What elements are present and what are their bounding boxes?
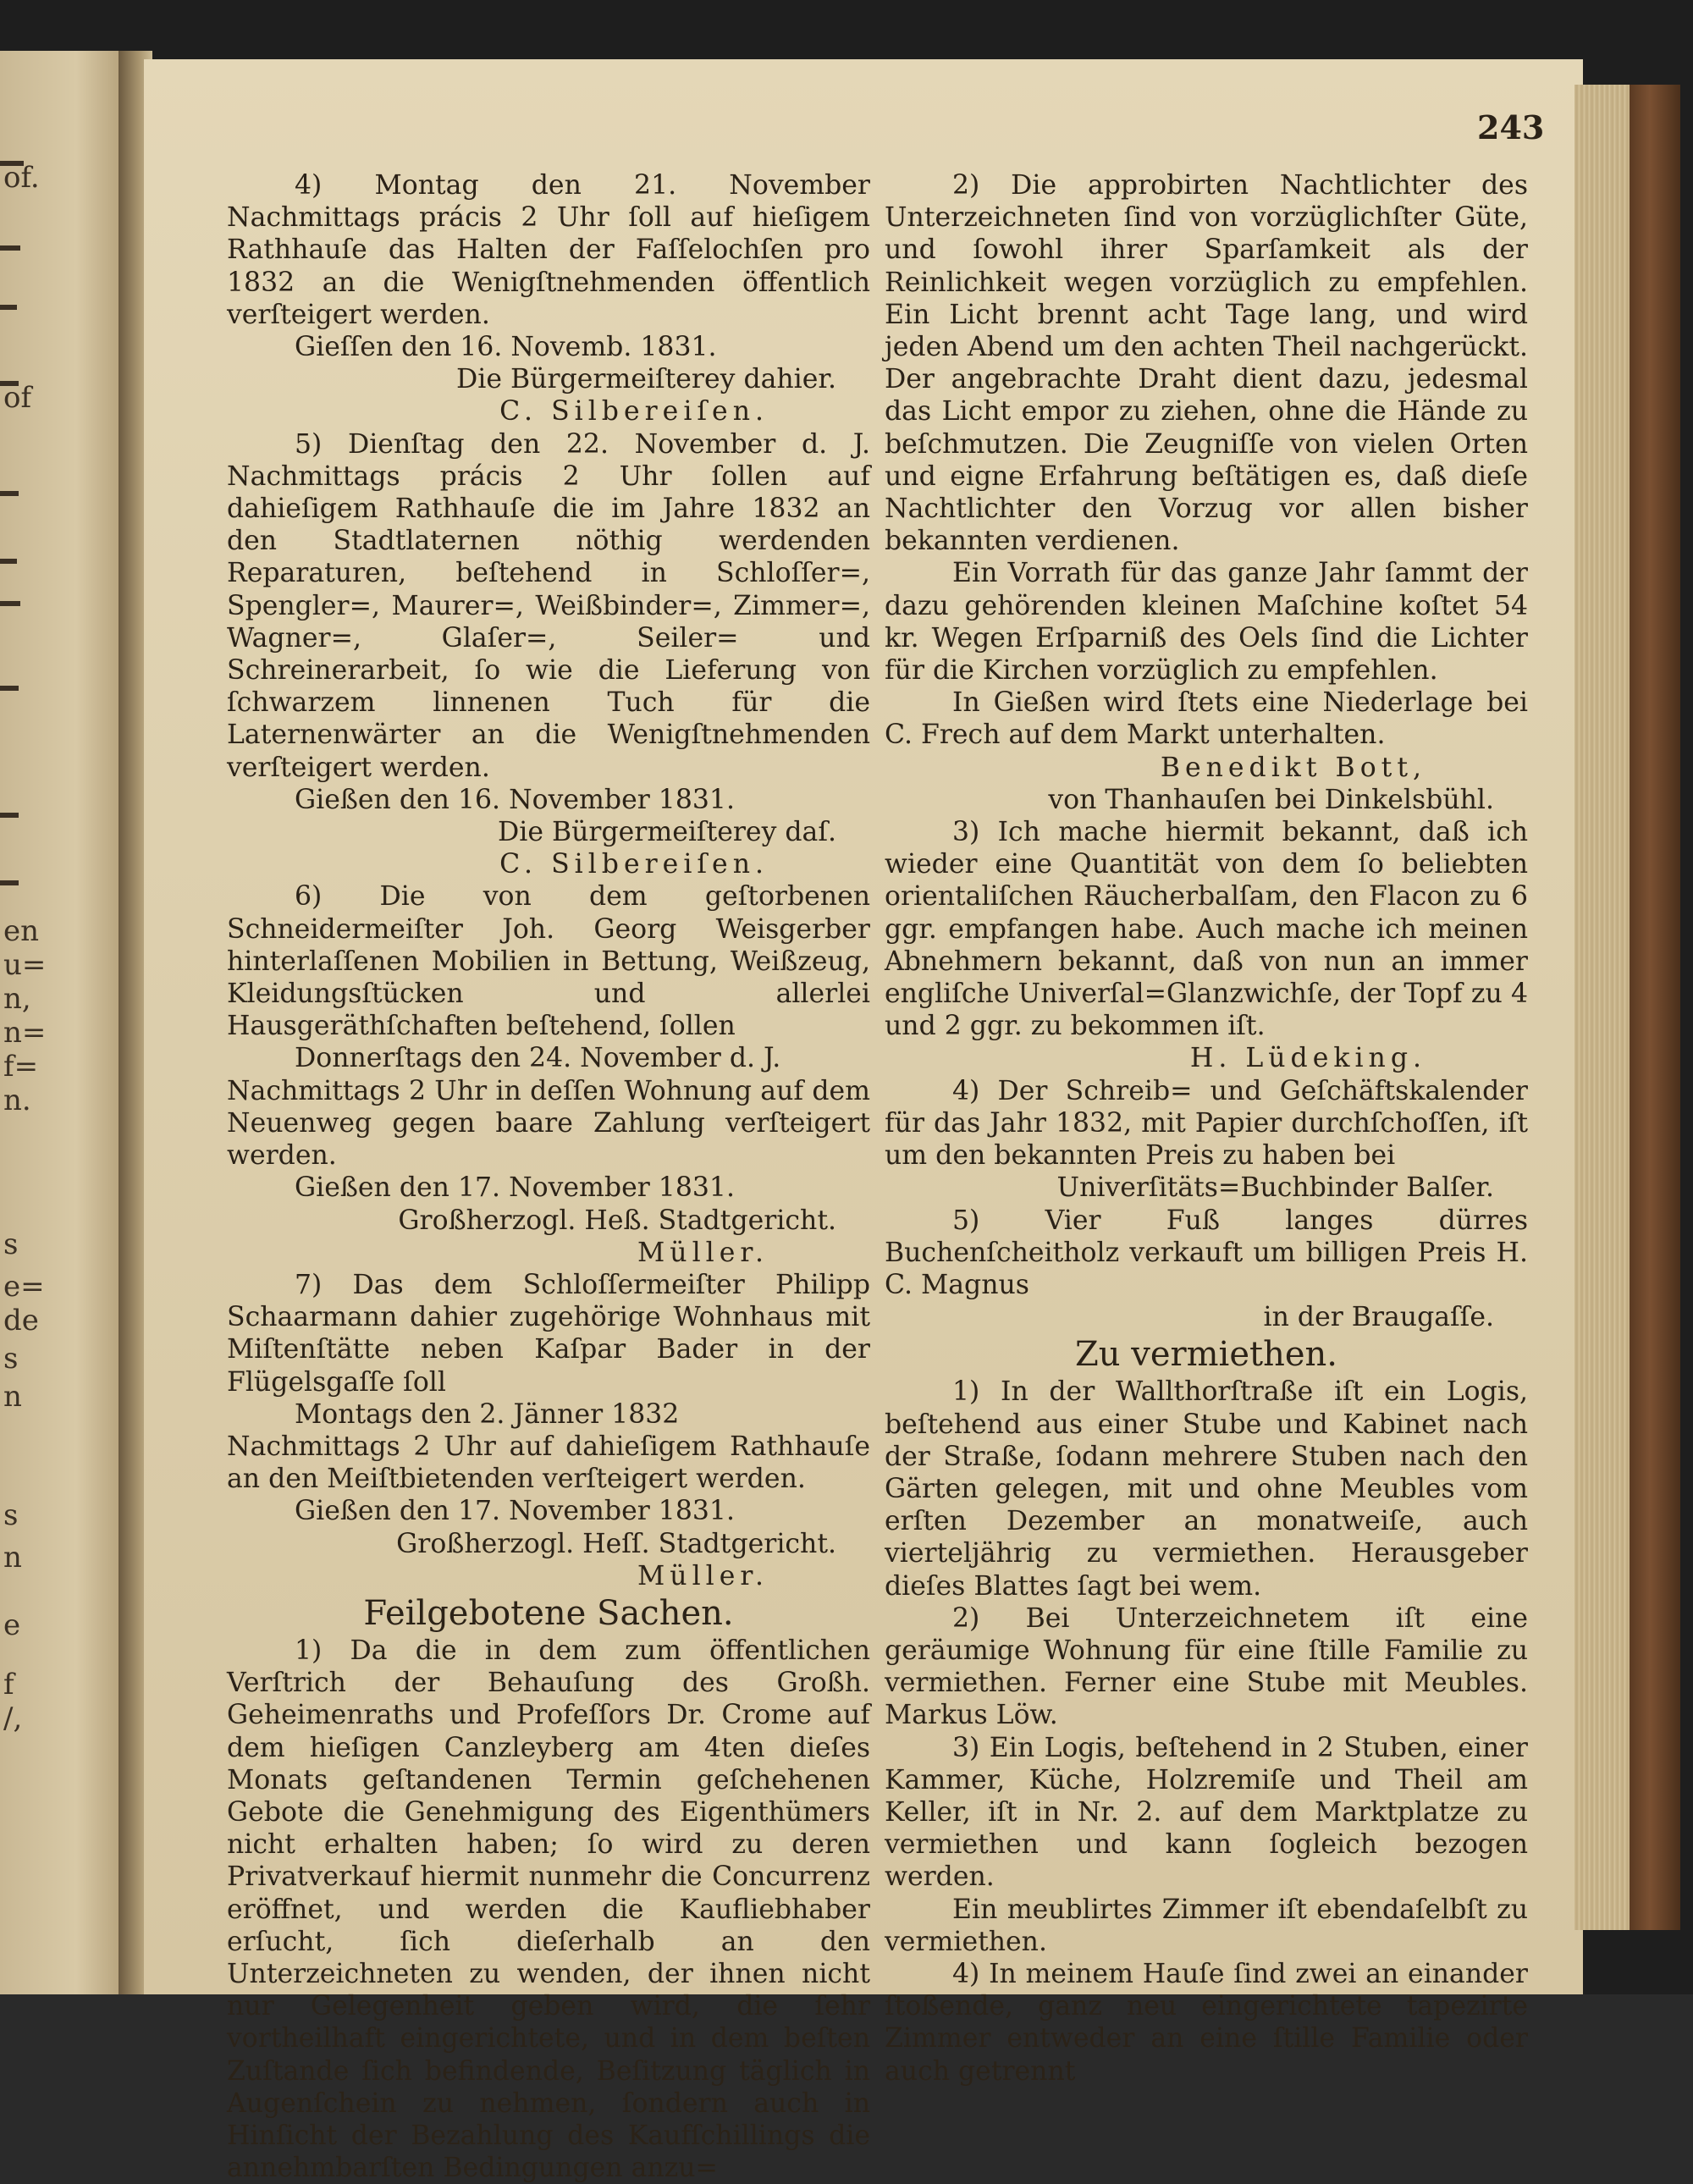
left-page-edge bbox=[0, 51, 127, 1994]
page-stack-edge bbox=[1574, 85, 1634, 1930]
text-paragraph: 1) In der Wallthorſtraße iſt ein Logis, beſtehend aus einer Stube und Kabinet nach der Straße, ſodann mehrere Stuben nach den Gärten gelegen, mit und ohne Meubles vom erſten Dezember an monatweiſe, auch vierteljährig zu vermiethen. Herausgeber dieſes Blattes ſagt bei wem. bbox=[885, 1376, 1528, 1602]
text-paragraph: Müller. bbox=[637, 1237, 769, 1268]
text-paragraph: 6) Die von dem geſtorbenen Schneidermeiſter Joh. Georg Weisgerber hinterlaſſenen Mobilien in Bettung, Weißzeug, Kleidungsſtücken und allerlei Hausgeräthſchaften beſtehend, ſollen bbox=[227, 881, 870, 1042]
text-paragraph: 1) Da die in dem zum öffentlichen Verſtrich der Behauſung des Großh. Geheimenraths und Profeſſors Dr. Crome auf dem hieſigen Canzleyberg am 4ten dieſes Monats geſtandenen Termin geſchehenen Gebote die Genehmigung des Eigenthümers nicht erhalten haben; ſo wird zu deren Privatverkauf hiermit nunmehr die Concurrenz eröffnet, und werden die Kaufliebhaber erſucht, ſich dieſerhalb an den Unterzeichneten zu wenden, der ihnen nicht nur Gelegenheit geben wird, die ſehr vortheilhaft eingerichtete, und in dem beſten Zuſtande ſich befindende, Beſitzung täglich in Augenſchein zu nehmen, ſondern auch in Hinſicht der Bezahlung des Kaufſchillings die annehmbarſten Bedingungen anzu= bbox=[227, 1635, 870, 2184]
book-cover-edge bbox=[1630, 85, 1680, 1930]
left-page-text-fragment: e bbox=[3, 1608, 21, 1642]
left-page-text-fragment: /, bbox=[3, 1701, 23, 1735]
left-page-text-fragment: n. bbox=[3, 1084, 31, 1117]
text-paragraph: Montags den 2. Jänner 1832 bbox=[295, 1398, 680, 1430]
text-paragraph: C. Silbereiſen. bbox=[499, 849, 769, 880]
text-paragraph: Gießen den 16. November 1831. bbox=[295, 784, 735, 815]
text-paragraph: Die Bürgermeiſterey daſ. bbox=[497, 817, 836, 848]
section-heading: Zu vermiethen. bbox=[1074, 1335, 1338, 1375]
text-paragraph: In Gießen wird ſtets eine Niederlage bei C. Frech auf dem Markt unterhalten. bbox=[885, 687, 1528, 751]
left-page-text-fragment: s bbox=[3, 1227, 19, 1261]
page-number: 243 bbox=[1477, 108, 1545, 146]
text-paragraph: Gießen den 17. November 1831. bbox=[295, 1496, 735, 1527]
text-paragraph: Müller. bbox=[637, 1560, 769, 1591]
text-paragraph: 7) Das dem Schloſſermeiſter Philipp Schaarmann dahier zugehörige Wohnhaus mit Miſtenſtätte neben Kaſpar Bader in der Flügelsgaſſe ſoll bbox=[227, 1269, 870, 1398]
text-paragraph: Nachmittags 2 Uhr auf dahieſigem Rathhauſe an den Meiſtbietenden verſteigert werden. bbox=[227, 1431, 870, 1495]
text-paragraph: Ein Vorrath für das ganze Jahr ſammt der dazu gehörenden kleinen Maſchine koſtet 54 kr. Wegen Erſparniß des Oels ſind die Lichter für die Kirchen vorzüglich zu empfehlen. bbox=[885, 558, 1528, 687]
left-page-text-fragment: n bbox=[3, 1380, 22, 1414]
left-page-text-fragment: of bbox=[3, 381, 32, 415]
text-paragraph: 3) Ich mache hiermit bekannt, daß ich wieder eine Quantität von dem ſo beliebten orientaliſchen Räucherbalſam, den Flacon zu 6 ggr. empfangen habe. Auch mache ich meinen Abnehmern bekannt, daß von nun an immer engliſche Univerſal=Glanzwichſe, der Topf zu 4 und 2 ggr. zu bekommen iſt. bbox=[885, 817, 1528, 1042]
section-heading: Feilgebotene Sachen. bbox=[363, 1593, 734, 1633]
text-paragraph: 5) Dienſtag den 22. November d. J. Nachmittags prácis 2 Uhr ſollen auf dahieſigem Rathhauſe die im Jahre 1832 an den Stadtlaternen nöthig werdenden Reparaturen, beſtehend in Schloſſer=, Spengler=, Maurer=, Weißbinder=, Zimmer=, Wagner=, Glaſer=, Seiler= und Schreinerarbeit, ſo wie die Lieferung von ſchwarzem linnenen Tuch für die Laternenwärter an die Wenigſtnehmenden verſteigert werden. bbox=[227, 428, 870, 783]
left-page-text-fragment: s bbox=[3, 1342, 19, 1376]
text-paragraph: Gießen den 17. November 1831. bbox=[295, 1172, 735, 1204]
left-text-column bbox=[227, 169, 870, 2184]
right-text-column bbox=[885, 169, 1528, 2087]
text-paragraph: Univerſitäts=Buchbinder Balſer. bbox=[1056, 1172, 1494, 1204]
text-paragraph: von Thanhauſen bei Dinkelsbühl. bbox=[1048, 784, 1494, 815]
text-paragraph: 4) In meinem Hauſe ſind zwei an einander ſtoßende, ganz neu eingerichtete tapezirte Zimmer entweder an eine ſtille Familie oder auch getrennt bbox=[885, 1958, 1528, 2087]
text-paragraph: Donnerſtags den 24. November d. J. bbox=[295, 1043, 781, 1074]
text-paragraph: Benedikt Bott, bbox=[1160, 752, 1426, 783]
text-paragraph: in der Braugaſſe. bbox=[1263, 1302, 1494, 1333]
text-paragraph: 2) Die approbirten Nachtlichter des Unterzeichneten ſind von vorzüglichſter Güte, und ſowohl ihrer Sparſamkeit als der Reinlichkeit wegen vorzüglich zu empfehlen. Ein Licht brennt acht Tage lang, und wird jeden Abend um den achten Theil nachgerückt. Der angebrachte Draht dient dazu, jedesmal das Licht empor zu ziehen, ohne die Hände zu beſchmutzen. Die Zeugniſſe von vielen Orten und eigne Erfahrung beſtätigen es, daß dieſe Nachtlichter den Vorzug vor allen bisher bekannten verdienen. bbox=[885, 170, 1528, 557]
text-paragraph: Die Bürgermeiſterey dahier. bbox=[456, 364, 836, 395]
text-paragraph: Großherzogl. Heſſ. Stadtgericht. bbox=[396, 1528, 836, 1559]
text-paragraph: Großherzogl. Heß. Stadtgericht. bbox=[398, 1205, 836, 1236]
left-page-text-fragment: en bbox=[3, 914, 40, 948]
left-page-text-fragment: n= bbox=[3, 1016, 47, 1050]
text-paragraph: H. Lüdeking. bbox=[1189, 1043, 1426, 1074]
text-paragraph: Nachmittags 2 Uhr in deſſen Wohnung auf dem Neuenweg gegen baare Zahlung verſteigert werden. bbox=[227, 1075, 870, 1172]
text-paragraph: 4) Der Schreib= und Geſchäftskalender für das Jahr 1832, mit Papier durchſchoſſen, iſt um den bekannten Preis zu haben bei bbox=[885, 1075, 1528, 1172]
left-page-text-fragment: of. bbox=[3, 161, 40, 195]
left-page-text-fragment: f bbox=[3, 1668, 14, 1701]
left-page-text-fragment: n, bbox=[3, 982, 31, 1016]
text-paragraph: C. Silbereiſen. bbox=[499, 396, 769, 427]
text-paragraph: Ein meublirtes Zimmer iſt ebendaſelbſt zu vermiethen. bbox=[885, 1894, 1528, 1957]
left-page-text-fragment: s bbox=[3, 1498, 19, 1532]
text-paragraph: Gieſſen den 16. Novemb. 1831. bbox=[295, 332, 717, 363]
left-page-text-fragment: de bbox=[3, 1304, 39, 1337]
text-paragraph: 2) Bei Unterzeichnetem iſt eine geräumige Wohnung für eine ſtille Familie zu vermiethen. Ferner eine Stube mit Meubles. Markus Löw. bbox=[885, 1602, 1528, 1731]
left-page-text-fragment: u= bbox=[3, 948, 47, 982]
left-page-text-fragment: f= bbox=[3, 1050, 39, 1084]
left-page-text-fragment: n bbox=[3, 1541, 22, 1575]
text-paragraph: 4) Montag den 21. November Nachmittags prácis 2 Uhr ſoll auf hieſigem Rathhauſe das Halten der Faſſelochſen pro 1832 an die Wenigſtnehmenden öffentlich verſteigert werden. bbox=[227, 170, 870, 330]
text-paragraph: 3) Ein Logis, beſtehend in 2 Stuben, einer Kammer, Küche, Holzremiſe und Theil am Keller, iſt in Nr. 2. auf dem Marktplatze zu vermiethen und kann ſogleich bezogen werden. bbox=[885, 1732, 1528, 1893]
text-paragraph: 5) Vier Fuß langes dürres Buchenſcheitholz verkauft um billigen Preis H. C. Magnus bbox=[885, 1205, 1528, 1300]
left-page-text-fragment: e= bbox=[3, 1270, 45, 1304]
